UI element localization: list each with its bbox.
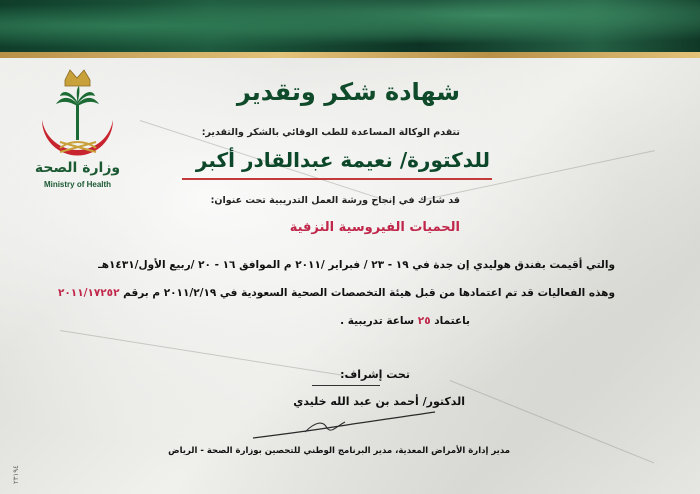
gold-border-line	[0, 52, 700, 58]
ministry-name-english: Ministry of Health	[43, 180, 112, 189]
accreditation-text	[58, 287, 615, 299]
marble-header-band	[0, 0, 700, 52]
training-hours-text	[340, 315, 470, 327]
supervision-underline	[312, 385, 380, 386]
hours-suffix: ساعة تدريبية .	[340, 315, 415, 327]
certificate-title: شهادة شكر وتقدير	[236, 78, 460, 106]
hours-value: ٢٥	[417, 315, 431, 327]
ministry-name-arabic: وزارة الصحة	[34, 160, 121, 176]
accreditation-label: وهذه الفعاليات قد تم اعتمادها من قبل هيئة التخصصات الصحية السعودية في ٢٠١١/٢/١٩ م برقم	[123, 287, 615, 299]
signature-icon	[245, 404, 445, 444]
intro-text: تتقدم الوكالة المساعدة للطب الوقائي بالشكر والتقدير:	[201, 127, 460, 138]
recipient-underline	[182, 178, 492, 180]
marble-vein	[60, 330, 356, 378]
hours-prefix: باعتماد	[434, 315, 470, 327]
accreditation-number: ٢٠١١/١٧٢٥٢	[57, 287, 120, 299]
supervision-label: تحت إشراف:	[340, 368, 410, 381]
venue-date-text: والتي أقيمت بفندق هوليدي إن جدة في ١٩ - ٢٣ / فبراير /٢٠١١ م الموافق ١٦ - ٢٠ /ربيع الأول/١٤٣١هـ	[98, 259, 615, 271]
recipient-name: للدكتورة/ نعيمة عبدالقادر أكبر	[195, 148, 490, 172]
supervisor-name: الدكتور/ أحمد بن عبد الله خليدي	[293, 395, 465, 408]
supervisor-position: مدير إدارة الأمراض المعدية، مدير البرنامج الوطني للتحصين بوزارة الصحة - الرياض	[168, 446, 510, 456]
serial-number-text: ٢٣١٩٤	[12, 465, 20, 484]
participation-text: قد شارك في إنجاح ورشة العمل التدريبية تحت عنوان:	[210, 195, 460, 206]
serial-number	[10, 442, 24, 486]
workshop-topic: الحميات الفيروسية النزفية	[289, 220, 460, 235]
